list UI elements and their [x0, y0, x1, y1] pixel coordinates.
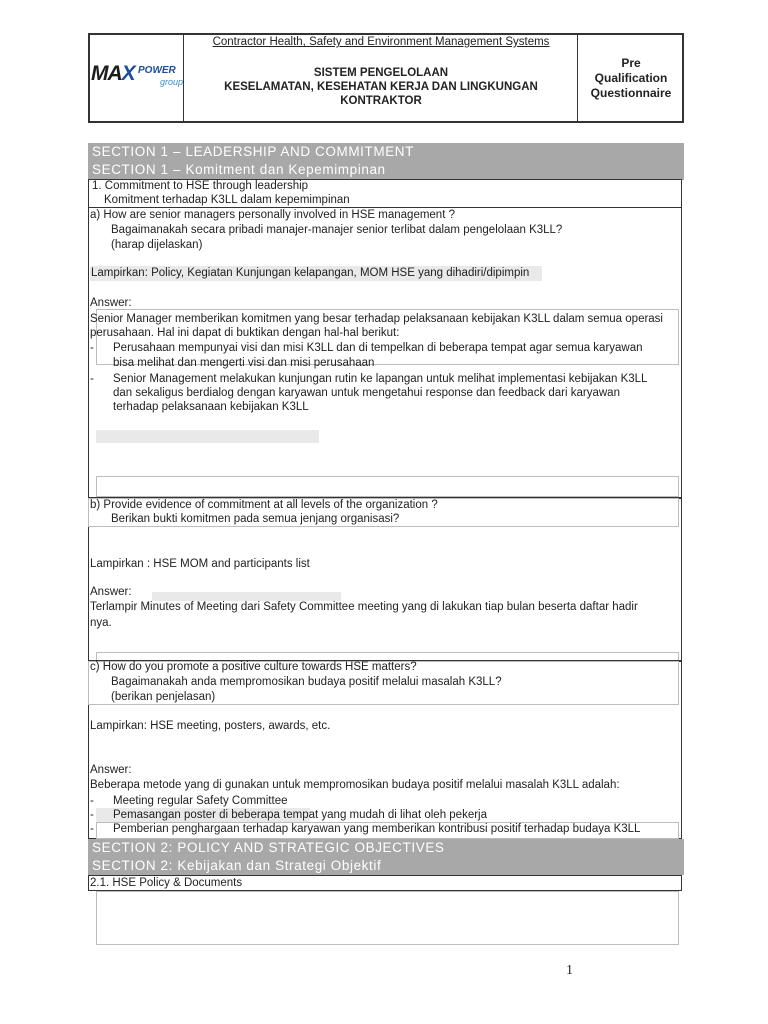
qc-bullet1: Meeting regular Safety Committee — [113, 795, 288, 807]
header-title — [186, 66, 576, 108]
qa-question-id: Bagaimanakah secara pribadi manajer-manajer senior terlibat dalam pengelolaan K3LL? — [111, 224, 563, 236]
section1-title-en: SECTION 1 – LEADERSHIP AND COMMITMENT — [92, 144, 415, 159]
qa-bullet1-line2: bisa melihat dan mengerti visi dan misi perusahaan — [113, 357, 375, 369]
qc-question-note: (berikan penjelasan) — [111, 691, 216, 703]
qa-bullet1-line1: Perusahaan mempunyai visi dan misi K3LL dan di tempelkan di beberapa tempat agar semua karyawan — [113, 342, 643, 354]
section2-title-en: SECTION 2: POLICY AND STRATEGIC OBJECTIVES — [92, 840, 445, 855]
qa-answer-label: Answer: — [90, 297, 132, 309]
qc-bullet1-dash: - — [90, 795, 94, 807]
logo-group-text: group — [160, 77, 184, 87]
qb-answer-label: Answer: — [90, 586, 132, 598]
doc-type-line3: Questionnaire — [590, 85, 672, 100]
logo-max-text: MA — [91, 62, 122, 85]
qa-answer-line2: perusahaan. Hal ini dapat di buktikan dengan hal-hal berikut: — [90, 327, 400, 339]
header-title-line2: KESELAMATAN, KESEHATAN KERJA DAN LINGKUNGAN — [224, 81, 538, 93]
qb-attachment: Lampirkan : HSE MOM and participants list — [90, 558, 310, 570]
item21-answer-box[interactable] — [96, 891, 679, 945]
qc-question-id: Bagaimanakah anda mempromosikan budaya positif melalui masalah K3LL? — [111, 676, 502, 688]
logo-x-text: X — [121, 62, 135, 85]
section1-header — [88, 143, 684, 180]
item21-title: 2.1. HSE Policy & Documents — [90, 877, 243, 889]
qb-answer-line1: Terlampir Minutes of Meeting dari Safety Committee meeting yang di lakukan tiap bulan beserta daftar hadir — [90, 601, 638, 613]
qc-bullet3-dash: - — [90, 823, 94, 835]
qa-answer-line1: Senior Manager memberikan komitmen yang besar terhadap pelaksanaan kebijakan K3LL dalam semua operasi — [90, 313, 663, 325]
header-subtitle: Contractor Health, Safety and Environment Management Systems — [212, 36, 550, 48]
header-title-line1: SISTEM PENGELOLAAN — [313, 67, 449, 79]
doc-type-line1: Pre — [621, 55, 641, 70]
item1-title-id: Komitment terhadap K3LL dalam kepemimpinan — [104, 194, 350, 206]
qa-extra-box[interactable] — [96, 476, 679, 497]
qb-question-id: Berikan bukti komitmen pada semua jenjang organisasi? — [111, 513, 400, 525]
qa-question-en: a) How are senior managers personally involved in HSE management ? — [90, 209, 455, 221]
section2-title-id: SECTION 2: Kebijakan dan Strategi Objektif — [92, 858, 382, 873]
qa-bullet2-line2: dan sekaligus berdialog dengan karyawan untuk mengetahui response dan feedback dari karyawan — [113, 387, 620, 399]
qc-attachment: Lampirkan: HSE meeting, posters, awards, etc. — [90, 720, 331, 732]
logo-power-text: POWER — [138, 65, 176, 76]
qa-question-note: (harap dijelaskan) — [111, 239, 203, 251]
qc-answer-label: Answer: — [90, 764, 132, 776]
doc-type-line2: Qualification — [594, 70, 668, 85]
page-number: 1 — [566, 963, 573, 978]
qa-bullet2-line3: terhadap pelaksanaan kebijakan K3LL — [113, 401, 309, 413]
qa-attachment: Lampirkan: Policy, Kegiatan Kunjungan kelapangan, MOM HSE yang dihadiri/dipimpin — [90, 266, 542, 281]
qc-question-en: c) How do you promote a positive culture towards HSE matters? — [90, 661, 417, 673]
qa-attachment-placeholder — [96, 430, 319, 443]
header-title-line3: KONTRAKTOR — [340, 95, 422, 107]
qc-answer-line1: Beberapa metode yang di gunakan untuk mempromosikan budaya positif melalui masalah K3LL adalah: — [90, 779, 620, 791]
qc-bullet2-dash: - — [90, 809, 94, 821]
item1-title-en: 1. Commitment to HSE through leadership — [92, 180, 309, 192]
qa-bullet2-line1: Senior Management melakukan kunjungan rutin ke lapangan untuk melihat implementasi kebijakan K3LL — [113, 373, 648, 385]
qb-question-en: b) Provide evidence of commitment at all levels of the organization ? — [90, 499, 438, 511]
section2-header — [88, 839, 684, 875]
company-logo — [91, 62, 135, 86]
header-doc-type — [577, 33, 684, 123]
section1-title-id: SECTION 1 – Komitment dan Kepemimpinan — [92, 162, 386, 177]
qa-bullet2-dash: - — [90, 373, 94, 385]
qc-bullet2: Pemasangan poster di beberapa tempat yang mudah di lihat oleh pekerja — [113, 809, 487, 821]
qb-answer-line2: nya. — [90, 617, 112, 629]
qc-bullet3: Pemberian penghargaan terhadap karyawan yang memberikan kontribusi positif terhadap budaya K3LL — [113, 823, 641, 835]
qa-bullet1-dash: - — [90, 342, 94, 354]
